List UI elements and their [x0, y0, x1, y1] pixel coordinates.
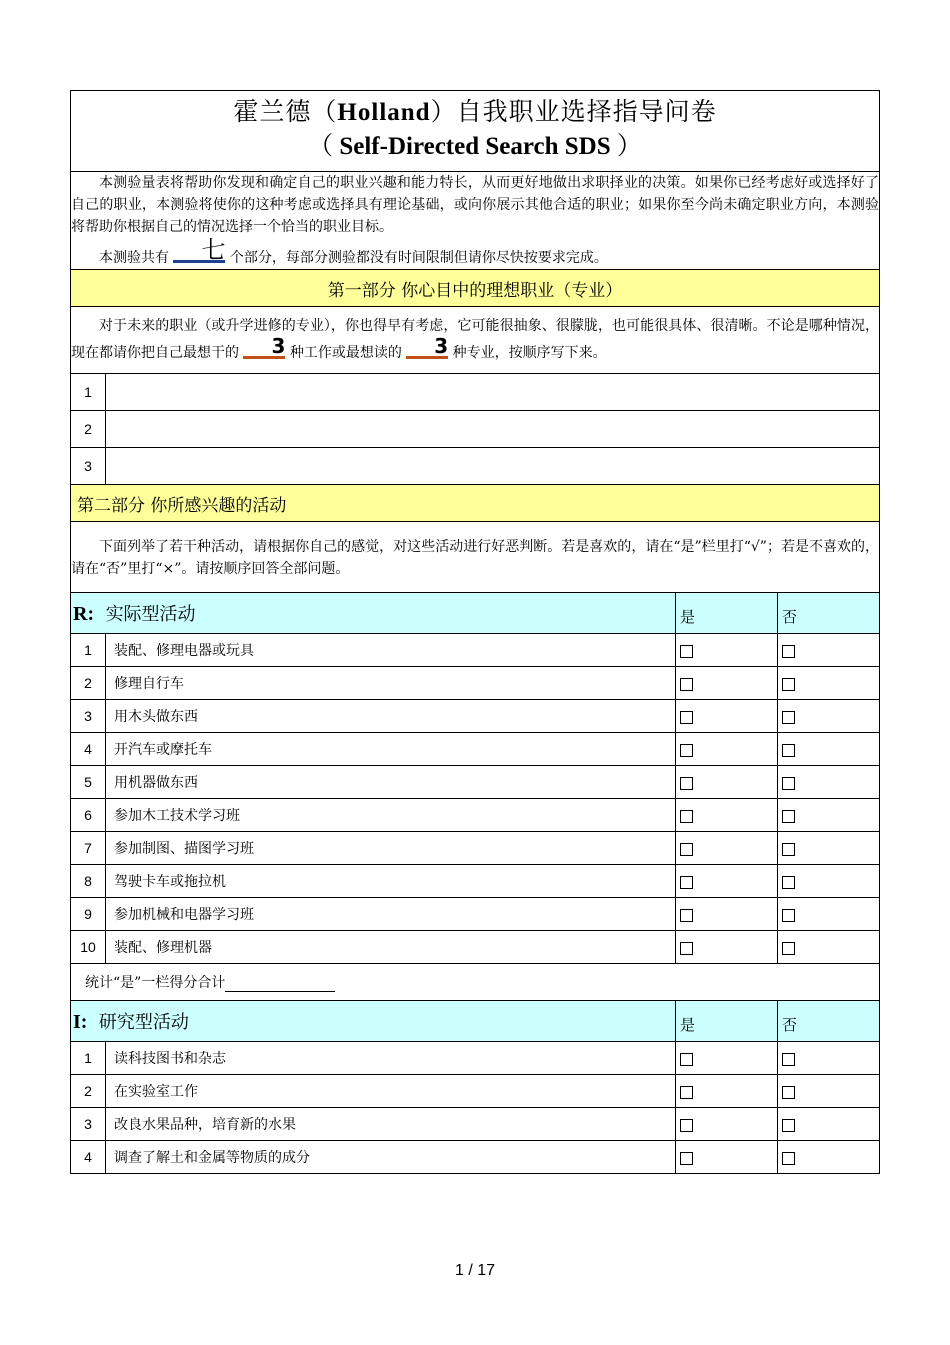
no-checkbox[interactable] [778, 1108, 880, 1141]
yes-checkbox[interactable] [676, 667, 778, 700]
yes-checkbox[interactable] [676, 634, 778, 667]
no-checkbox[interactable] [778, 931, 880, 964]
activity-row: 8 驾驶卡车或拖拉机 [71, 865, 880, 898]
yes-checkbox[interactable] [676, 1141, 778, 1174]
yes-checkbox[interactable] [676, 865, 778, 898]
jobs-count: 3 [243, 336, 285, 359]
activity-row: 5 用机器做东西 [71, 766, 880, 799]
activity-row: 10 装配、修理机器 [71, 931, 880, 964]
activity-row: 3 用木头做东西 [71, 700, 880, 733]
no-checkbox[interactable] [778, 1075, 880, 1108]
total-score-blank[interactable] [225, 977, 335, 992]
section-i-heading: I: 研究型活动 [71, 1001, 676, 1042]
yes-checkbox[interactable] [676, 1108, 778, 1141]
intro-paragraph: 本测验量表将帮助你发现和确定自己的职业兴趣和能力特长，从而更好地做出求职择业的决策。如果你已经考虑好或选择好了自己的职业，本测验将使你的这种考虑或选择具有理论基础，或向你展示其他合适的职业；如果你至今尚未确定职业方向，本测验将帮助你根据自己的情况选择一个恰当的职业目标。 [71, 175, 879, 235]
ideal-job-input[interactable] [106, 448, 880, 485]
yes-checkbox[interactable] [676, 1075, 778, 1108]
no-checkbox[interactable] [778, 667, 880, 700]
yes-checkbox[interactable] [676, 733, 778, 766]
yes-checkbox[interactable] [676, 1042, 778, 1075]
section-r-total: 统计“是”一栏得分合计 [71, 964, 880, 1001]
part1-description: 对于未来的职业（或升学进修的专业），你也得早有考虑，它可能很抽象、很朦胧，也可能很具体、很清晰。不论是哪种情况，现在都请你把自己最想干的 3 种工作或最想读的 3 种专业，按顺序写下来。 [71, 307, 880, 374]
title-block [71, 91, 880, 172]
yes-column-header: 是 [676, 593, 778, 634]
yes-checkbox[interactable] [676, 766, 778, 799]
intro-parts-line: 本测验共有 七 个部分，每部分测验都没有时间限制但请你尽快按要求完成。 [99, 236, 608, 266]
yes-checkbox[interactable] [676, 898, 778, 931]
activity-row: 1 读科技图书和杂志 [71, 1042, 880, 1075]
activity-row: 4 开汽车或摩托车 [71, 733, 880, 766]
no-checkbox[interactable] [778, 1042, 880, 1075]
activity-row: 4 调查了解土和金属等物质的成分 [71, 1141, 880, 1174]
activity-row: 1 装配、修理电器或玩具 [71, 634, 880, 667]
parts-count: 七 [173, 240, 225, 263]
activity-row: 6 参加木工技术学习班 [71, 799, 880, 832]
no-checkbox[interactable] [778, 733, 880, 766]
page-number: 1 / 17 [454, 1262, 496, 1279]
part2-description: 下面列举了若干种活动，请根据你自己的感觉，对这些活动进行好恶判断。若是喜欢的，请在“是”栏里打“√”；若是不喜欢的，请在“否”里打“×”。请按顺序回答全部问题。 [71, 522, 880, 593]
ideal-job-row: 3 [71, 448, 880, 485]
ideal-job-input[interactable] [106, 374, 880, 411]
activity-row: 2 修理自行车 [71, 667, 880, 700]
part2-heading: 第二部分 你所感兴趣的活动 [71, 485, 880, 522]
no-checkbox[interactable] [778, 766, 880, 799]
activity-row: 2 在实验室工作 [71, 1075, 880, 1108]
page-subtitle: （ Self-Directed Search SDS ） [308, 131, 642, 160]
no-column-header: 否 [778, 593, 880, 634]
questionnaire-table [70, 90, 880, 1174]
ideal-job-row: 1 [71, 374, 880, 411]
majors-count: 3 [406, 336, 448, 359]
no-checkbox[interactable] [778, 799, 880, 832]
no-column-header: 否 [778, 1001, 880, 1042]
no-checkbox[interactable] [778, 898, 880, 931]
yes-checkbox[interactable] [676, 700, 778, 733]
ideal-job-input[interactable] [106, 411, 880, 448]
no-checkbox[interactable] [778, 1141, 880, 1174]
yes-checkbox[interactable] [676, 799, 778, 832]
no-checkbox[interactable] [778, 634, 880, 667]
activity-row: 3 改良水果品种，培育新的水果 [71, 1108, 880, 1141]
yes-checkbox[interactable] [676, 931, 778, 964]
part1-heading: 第一部分 你心目中的理想职业（专业） [71, 270, 880, 307]
activity-row: 9 参加机械和电器学习班 [71, 898, 880, 931]
section-r-heading: R: 实际型活动 [71, 593, 676, 634]
yes-checkbox[interactable] [676, 832, 778, 865]
page-title: 霍兰德（Holland）自我职业选择指导问卷 [233, 97, 717, 126]
questionnaire-sheet [70, 90, 879, 1174]
ideal-job-row: 2 [71, 411, 880, 448]
intro-text [71, 172, 880, 270]
no-checkbox[interactable] [778, 700, 880, 733]
no-checkbox[interactable] [778, 865, 880, 898]
no-checkbox[interactable] [778, 832, 880, 865]
activity-row: 7 参加制图、描图学习班 [71, 832, 880, 865]
yes-column-header: 是 [676, 1001, 778, 1042]
